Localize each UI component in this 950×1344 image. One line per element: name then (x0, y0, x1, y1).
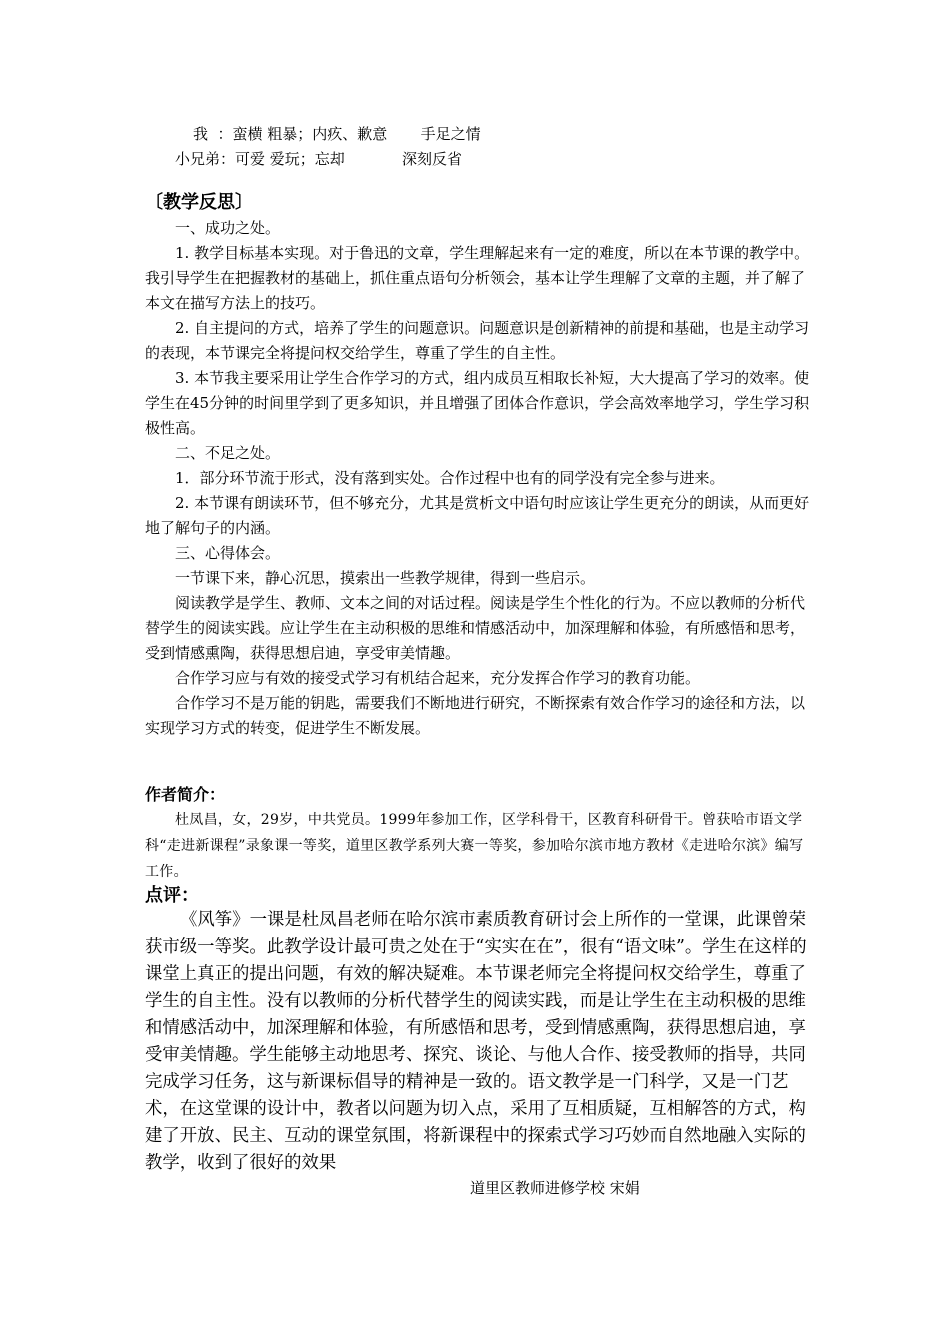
shortfall-item-2: 2. 本节课有朗读环节，但不够充分，尤其是赏析文中语句时应该让学生更充分的朗读，从而更好地了解句子的内涵。 (145, 494, 810, 537)
reflection-heading: 〔教学反思〕 (145, 192, 253, 213)
summary-brother-line: 小兄弟：可爱 爱玩；忘却 深刻反省 (175, 150, 462, 168)
success-item-2: 2. 自主提问的方式，培养了学生的问题意识。问题意识是创新精神的前提和基础，也是主动学习的表现，本节课完全将提问权交给学生，尊重了学生的自主性。 (145, 319, 810, 362)
shortfall-item-1: 1．部分环节流于形式，没有落到实处。合作过程中也有的同学没有完全参与进来。 (175, 469, 725, 487)
review-signature: 道里区教师进修学校 宋娟 (470, 1179, 640, 1197)
summary-me-line: 我 ：蛮横 粗暴；内疚、歉意 手足之情 (193, 125, 481, 143)
review-text: 《风筝》一课是杜凤昌老师在哈尔滨市素质教育研讨会上所作的一堂课，此课曾荣获市级一等奖。此教学设计最可贵之处在于“实实在在”，很有“语文味”。学生在这样的课堂上真正的提出问题，有效的解决疑难。本节课老师完全将提问权交给学生，尊重了学生的自主性。没有以教师的分析代替学生的阅读实践，而是让学生在主动积极的思维和情感活动中，加深理解和体验，有所感悟和思考，受到情感熏陶，获得思想启迪，享受审美情趣。学生能够主动地思考、探究、谈论、与他人合作、接受教师的指导，共同完成学习任务，这与新课标倡导的精神是一致的。语文教学是一门科学，又是一门艺术，在这堂课的设计中，教者以问题为切入点，采用了互相质疑，互相解答的方式，构建了开放、民主、互动的课堂氛围，将新课程中的探索式学习巧妙而自然地融入实际的教学，收到了很好的效果 (145, 910, 807, 1173)
review-heading: 点评： (145, 885, 199, 906)
insight-paragraph-1: 一节课下来，静心沉思，摸索出一些教学规律，得到一些启示。 (175, 569, 596, 587)
shortfall-title: 二、不足之处。 (175, 444, 281, 462)
insight-paragraph-2: 阅读教学是学生、教师、文本之间的对话过程。阅读是学生个性化的行为。不应以教师的分析代替学生的阅读实践。应让学生在主动积极的思维和情感活动中，加深理解和体验，有所感悟和思考，受到情感熏陶，获得思想启迪，享受审美情趣。 (145, 594, 806, 662)
author-bio: 杜凤昌，女，29岁，中共党员。1999年参加工作，区学科骨干，区教育科研骨干。曾获哈市语文学科“走进新课程”录象课一等奖，道里区教学系列大赛一等奖，参加哈尔滨市地方教材《走进哈尔滨》编写工作。 (145, 812, 804, 880)
author-heading: 作者简介： (145, 785, 226, 804)
success-item-3: 3. 本节我主要采用让学生合作学习的方式，组内成员互相取长补短，大大提高了学习的效率。使学生在45分钟的时间里学到了更多知识，并且增强了团体合作意识，学会高效率地学习，学生学习积极性高。 (145, 369, 810, 437)
document-page (145, 122, 810, 1199)
success-item-1: 1. 教学目标基本实现。对于鲁迅的文章，学生理解起来有一定的难度，所以在本节课的教学中。我引导学生在把握教材的基础上，抓住重点语句分析领会，基本让学生理解了文章的主题，并了解了本文在描写方法上的技巧。 (145, 244, 810, 312)
insight-title: 三、心得体会。 (175, 544, 281, 562)
insight-paragraph-4: 合作学习不是万能的钥匙，需要我们不断地进行研究，不断探索有效合作学习的途径和方法，以实现学习方式的转变，促进学生不断发展。 (145, 694, 806, 737)
success-title: 一、成功之处。 (175, 219, 281, 237)
insight-paragraph-3: 合作学习应与有效的接受式学习有机结合起来，充分发挥合作学习的教育功能。 (175, 669, 701, 687)
